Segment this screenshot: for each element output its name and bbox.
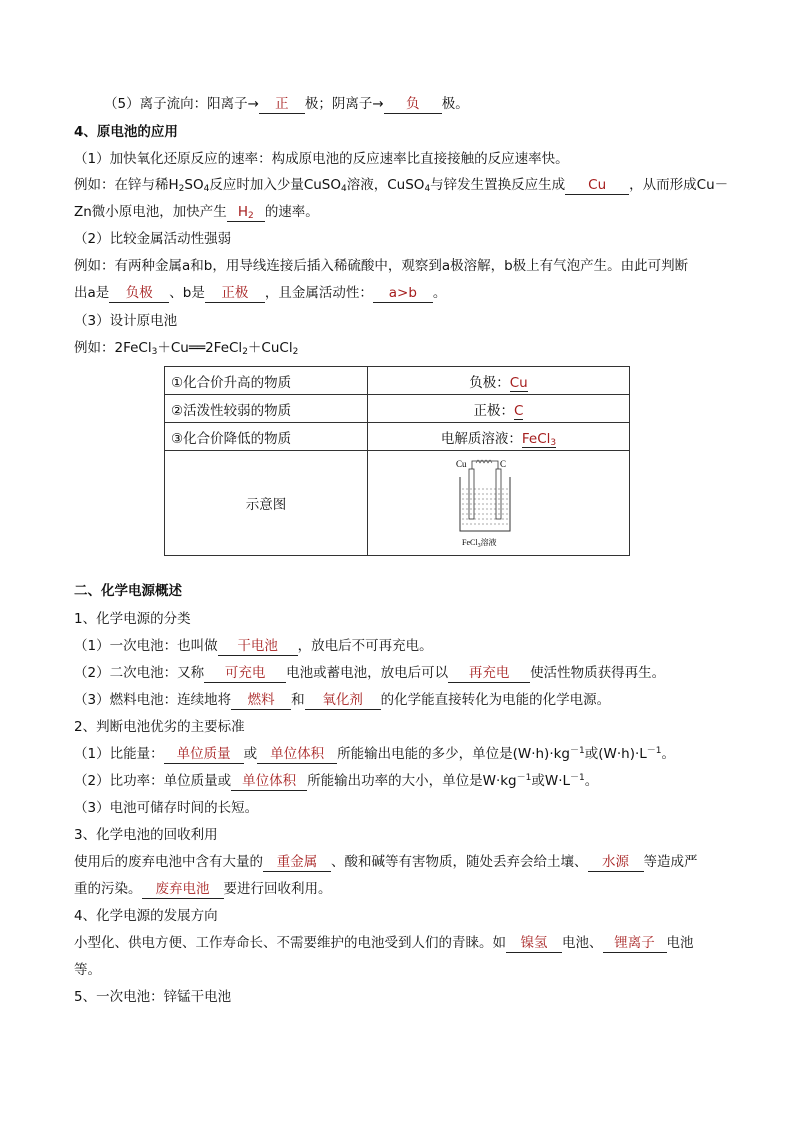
answer-blank: 负极 [109, 285, 169, 303]
wire [472, 461, 498, 469]
answer-blank: 单位质量 [164, 746, 244, 764]
answer-blank: $H_2$ [227, 204, 265, 222]
table-row [165, 423, 630, 451]
table-row [165, 367, 630, 395]
cell-design-table [164, 366, 630, 556]
answer-blank: 正极 [205, 285, 265, 303]
paragraph-line: 小型化、供电方便、工作寿命长、不需要维护的电池受到人们的青睐。如 镍氢 电池、 锂离子 电池 [74, 935, 694, 951]
wire-coil [476, 460, 492, 463]
table-cell: ①化合价升高的物质 [165, 367, 368, 395]
example-line: Zn微小原电池，加快产生 $H_2$ 的速率。 [74, 204, 319, 221]
answer-blank: 水源 [588, 854, 644, 872]
bullet-line: （1）比能量： 单位质量 或 单位体积 所能输出电能的多少，单位是$(W\cdot h)\cdot kg^{-1}$或$(W\cdot h)\cdot L^{-1}$。 [74, 746, 676, 762]
table-cell: ③化合价降低的物质 [165, 423, 368, 451]
example-line: 例如：有两种金属a和b，用导线连接后插入稀硫酸中，观察到a极溶解，b极上有气泡产生。由此可判断 [74, 258, 689, 274]
subheading: 4、化学电源的发展方向 [74, 908, 218, 924]
subheading: 1、化学电源的分类 [74, 611, 191, 627]
bullet-line: （3）燃料电池：连续地将 燃料 和 氧化剂 的化学能直接转化为电能的化学电源。 [74, 692, 611, 708]
answer-blank: 再充电 [448, 665, 530, 683]
section-heading: 二、化学电源概述 [74, 583, 182, 599]
paragraph-line: 使用后的废弃电池中含有大量的 重金属 、酸和碱等有害物质，随处丢弃会给土壤、 水源 等造成严 [74, 854, 698, 870]
paragraph: （2）比较金属活动性强弱 [74, 231, 232, 247]
answer-blank: 单位体积 [257, 746, 337, 764]
paragraph: （3）设计原电池 [74, 313, 178, 329]
section-heading: 4、原电池的应用 [74, 124, 178, 140]
table-cell: 示意图 [165, 451, 368, 556]
subheading: 3、化学电池的回收利用 [74, 827, 218, 843]
answer-blank: 氧化剂 [305, 692, 381, 710]
table-cell [368, 451, 630, 556]
table-row [165, 395, 630, 423]
answer-blank: 废弃电池 [142, 881, 224, 899]
answer-blank: 可充电 [204, 665, 286, 683]
answer-blank: 单位体积 [231, 773, 307, 791]
example-line: 例如：在锌与稀$H_2SO_4$反应时加入少量CuSO$_4$溶液，CuSO$_4$与锌发生置换反应生成 Cu ，从而形成Cu－ [74, 177, 729, 194]
paragraph-line: 重的污染。 废弃电池 要进行回收利用。 [74, 881, 332, 897]
bullet-line: （2）二次电池：又称 可充电 电池或蓄电池，放电后可以 再充电 使活性物质获得再生。 [74, 665, 666, 681]
answer-blank: 干电池 [218, 638, 298, 656]
table-row [165, 451, 630, 556]
table-cell: 电解质溶液：FeCl$_3$ [368, 423, 630, 451]
bullet-line: （2）比功率：单位质量或 单位体积 所能输出功率的大小，单位是$W\cdot kg^{-1}$或$W\cdot L^{-1}$。 [74, 773, 599, 789]
answer-blank: 燃料 [231, 692, 291, 710]
cu-electrode-label: Cu [455, 459, 467, 469]
c-electrode-label: C [499, 459, 506, 469]
example-line: 例如：2FeCl$_3$＋Cu══2FeCl$_2$＋CuCl$_2$ [74, 340, 299, 357]
paragraph: （1）加快氧化还原反应的速率：构成原电池的反应速率比直接接触的反应速率快。 [74, 151, 569, 167]
answer-blank: 镍氢 [506, 935, 562, 953]
answer-blank: 锂离子 [603, 935, 667, 953]
subheading: 5、一次电池：锌锰干电池 [74, 989, 232, 1005]
ion-flow-line: （5）离子流向：阳离子→ 正 极；阴离子→ 负 极。 [104, 96, 469, 112]
table-cell: 负极：Cu [368, 367, 630, 395]
subheading: 2、判断电池优劣的主要标准 [74, 719, 245, 735]
answer-blank: Cu [565, 177, 629, 195]
example-line: 出a是 负极 、b是 正极 ，且金属活动性： a>b 。 [74, 285, 447, 301]
bullet-line: （3）电池可储存时间的长短。 [74, 800, 259, 816]
bullet-line: （1）一次电池：也叫做 干电池 ，放电后不可再充电。 [74, 638, 433, 654]
table-cell: 正极：C [368, 395, 630, 423]
answer-blank: a>b [373, 285, 433, 303]
answer-blank: 重金属 [263, 854, 331, 872]
paragraph-line: 等。 [74, 962, 101, 978]
answer-blank: 正 [259, 96, 305, 114]
table-cell: ②活泼性较弱的物质 [165, 395, 368, 423]
answer-blank: 负 [384, 96, 442, 114]
galvanic-cell-diagram [454, 453, 544, 553]
solution-label: FeCl$_3$溶液 [461, 538, 497, 549]
